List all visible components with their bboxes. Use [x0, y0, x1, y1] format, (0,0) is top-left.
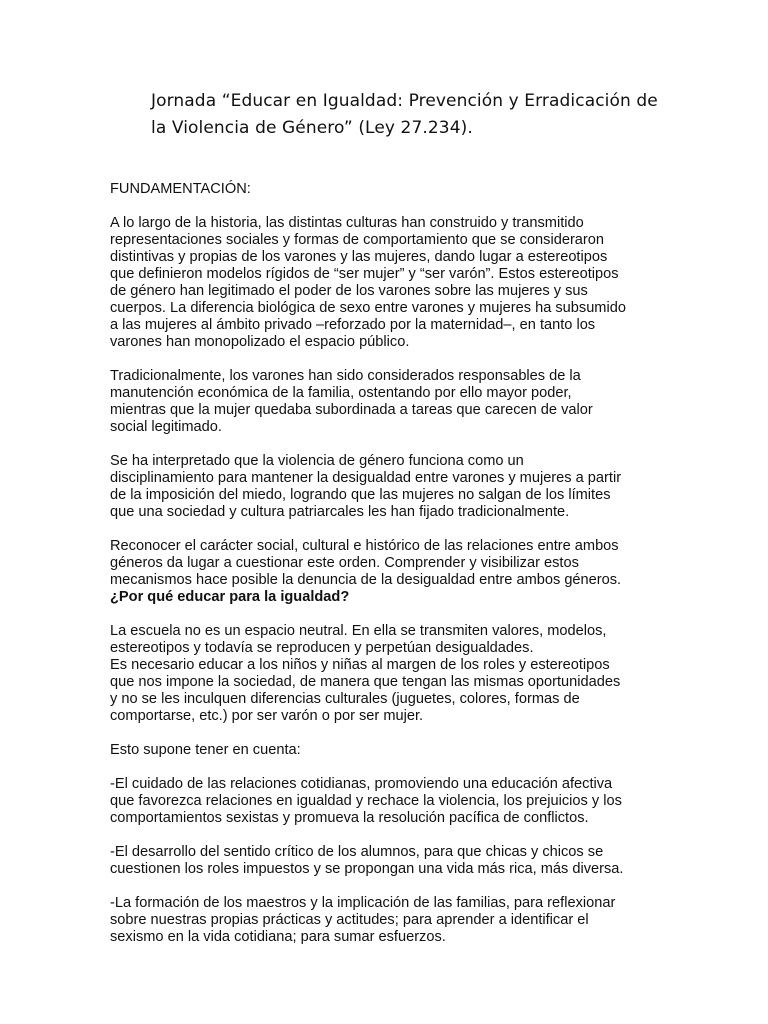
- text-line: estereotipos y todavía se reproducen y perpetúan desigualdades.: [110, 640, 534, 656]
- text-line: y no se les inculquen diferencias culturales (juguetes, colores, formas de: [110, 691, 580, 707]
- text-line: Reconocer el carácter social, cultural e histórico de las relaciones entre ambos: [110, 538, 619, 554]
- text-line: Se ha interpretado que la violencia de género funciona como un: [110, 453, 524, 469]
- text-line: a las mujeres al ámbito privado –reforzado por la maternidad–, en tanto los: [110, 317, 596, 333]
- paragraph: [110, 368, 670, 436]
- section-heading: [110, 181, 670, 198]
- paragraph: [110, 742, 670, 759]
- text-line: sobre nuestras propias prácticas y actitudes; para aprender a identificar el: [110, 912, 589, 928]
- text-line: que una sociedad y cultura patriarcales les han fijado tradicionalmente.: [110, 504, 570, 520]
- text-line: comportamientos sexistas y promueva la resolución pacífica de conflictos.: [110, 810, 589, 826]
- title-line: la Violencia de Género” (Ley 27.234).: [151, 118, 473, 138]
- text-line: -La formación de los maestros y la implicación de las familias, para reflexionar: [110, 895, 616, 911]
- text-line: que favorezca relaciones en igualdad y rechace la violencia, los prejuicios y los: [110, 793, 622, 809]
- paragraph: [110, 215, 670, 351]
- text-line: -El desarrollo del sentido crítico de los alumnos, para que chicas y chicos se: [110, 844, 604, 860]
- list-item: [110, 844, 670, 878]
- text-line: La escuela no es un espacio neutral. En ella se transmiten valores, modelos,: [110, 623, 607, 639]
- document-body: [110, 181, 670, 946]
- document-title: [151, 88, 671, 142]
- text-line: de género han legitimado el poder de los varones sobre las mujeres y sus: [110, 283, 588, 299]
- text-line: géneros da lugar a cuestionar este orden. Comprender y visibilizar estos: [110, 555, 579, 571]
- text-line: varones han monopolizado el espacio público.: [110, 334, 410, 350]
- text-line: A lo largo de la historia, las distintas culturas han construido y transmitido: [110, 215, 584, 231]
- paragraph: [110, 453, 670, 521]
- text-line: sexismo en la vida cotidiana; para sumar esfuerzos.: [110, 929, 446, 945]
- text-line: Esto supone tener en cuenta:: [110, 742, 301, 758]
- text-line: mecanismos hace posible la denuncia de la desigualdad entre ambos géneros.: [110, 572, 622, 588]
- section-heading-text: FUNDAMENTACIÓN:: [110, 181, 251, 197]
- text-line: de la imposición del miedo, logrando que las mujeres no salgan de los límites: [110, 487, 611, 503]
- text-line: representaciones sociales y formas de comportamiento que se consideraron: [110, 232, 605, 248]
- text-line: social legitimado.: [110, 419, 222, 435]
- list-item: [110, 776, 670, 827]
- paragraph: [110, 623, 670, 725]
- text-line: distintivas y propias de los varones y las mujeres, dando lugar a estereotipos: [110, 249, 608, 265]
- text-line: cuestionen los roles impuestos y se propongan una vida más rica, más diversa.: [110, 861, 624, 877]
- text-line: Tradicionalmente, los varones han sido considerados responsables de la: [110, 368, 581, 384]
- text-line: manutención económica de la familia, ostentando por ello mayor poder,: [110, 385, 572, 401]
- text-line: Es necesario educar a los niños y niñas al margen de los roles y estereotipos: [110, 657, 610, 673]
- text-line: disciplinamiento para mantener la desigualdad entre varones y mujeres a partir: [110, 470, 622, 486]
- text-line: que nos impone la sociedad, de manera que tengan las mismas oportunidades: [110, 674, 621, 690]
- paragraph: [110, 538, 670, 606]
- text-line: comportarse, etc.) por ser varón o por ser mujer.: [110, 708, 424, 724]
- subheading: ¿Por qué educar para la igualdad?: [110, 589, 350, 605]
- title-line: Jornada “Educar en Igualdad: Prevención y Erradicación de: [151, 91, 658, 111]
- list-item: [110, 895, 670, 946]
- text-line: cuerpos. La diferencia biológica de sexo entre varones y mujeres ha subsumido: [110, 300, 626, 316]
- text-line: -El cuidado de las relaciones cotidianas, promoviendo una educación afectiva: [110, 776, 613, 792]
- text-line: mientras que la mujer quedaba subordinada a tareas que carecen de valor: [110, 402, 593, 418]
- text-line: que definieron modelos rígidos de “ser mujer” y “ser varón”. Estos estereotipos: [110, 266, 619, 282]
